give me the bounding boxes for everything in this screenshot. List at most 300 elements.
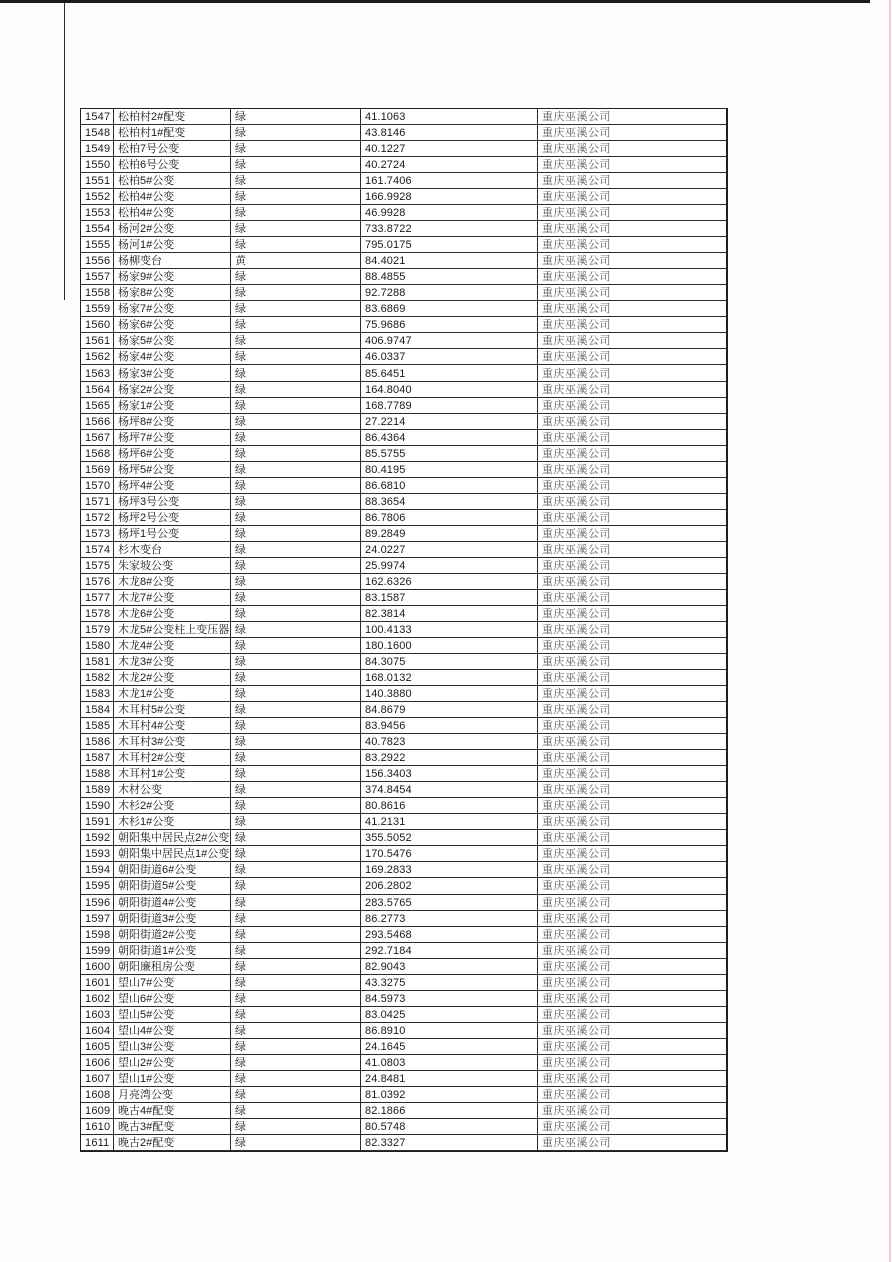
- row-id-cell: 1594: [81, 862, 114, 878]
- station-name-cell: 木龙8#公变: [114, 574, 231, 590]
- load-value-cell: 374.8454: [361, 782, 538, 798]
- station-name-cell: 松柏村2#配变: [114, 109, 231, 125]
- row-id-cell: 1608: [81, 1087, 114, 1103]
- company-cell: 重庆巫溪公司: [538, 510, 726, 526]
- row-id-cell: 1592: [81, 830, 114, 846]
- station-name-cell: 木耳村5#公变: [114, 702, 231, 718]
- company-cell: 重庆巫溪公司: [538, 814, 726, 830]
- company-cell: 重庆巫溪公司: [538, 686, 726, 702]
- station-name-cell: 杨坪6#公变: [114, 446, 231, 462]
- status-color-cell: 绿: [231, 830, 361, 846]
- row-id-cell: 1565: [81, 398, 114, 414]
- load-value-cell: 80.8616: [361, 798, 538, 814]
- load-value-cell: 795.0175: [361, 237, 538, 253]
- load-value-cell: 46.0337: [361, 349, 538, 365]
- row-id-cell: 1610: [81, 1119, 114, 1135]
- load-value-cell: 43.3275: [361, 975, 538, 991]
- load-value-cell: 406.9747: [361, 333, 538, 349]
- load-value-cell: 82.3327: [361, 1135, 538, 1151]
- row-id-cell: 1563: [81, 365, 114, 381]
- load-value-cell: 169.2833: [361, 862, 538, 878]
- status-color-cell: 绿: [231, 959, 361, 975]
- company-cell: 重庆巫溪公司: [538, 382, 726, 398]
- load-value-cell: 86.8910: [361, 1023, 538, 1039]
- company-cell: 重庆巫溪公司: [538, 125, 726, 141]
- row-id-cell: 1549: [81, 141, 114, 157]
- load-value-cell: 180.1600: [361, 638, 538, 654]
- status-color-cell: 绿: [231, 878, 361, 894]
- station-name-cell: 杨家2#公变: [114, 382, 231, 398]
- load-value-cell: 162.6326: [361, 574, 538, 590]
- load-value-cell: 82.1866: [361, 1103, 538, 1119]
- station-name-cell: 木材公变: [114, 782, 231, 798]
- row-id-cell: 1595: [81, 878, 114, 894]
- company-cell: 重庆巫溪公司: [538, 333, 726, 349]
- status-color-cell: 绿: [231, 430, 361, 446]
- row-id-cell: 1555: [81, 237, 114, 253]
- load-value-cell: 293.5468: [361, 927, 538, 943]
- load-value-cell: 84.8679: [361, 702, 538, 718]
- load-value-cell: 86.2773: [361, 911, 538, 927]
- company-cell: 重庆巫溪公司: [538, 846, 726, 862]
- status-color-cell: 绿: [231, 654, 361, 670]
- station-name-cell: 木龙5#公变柱上变压器: [114, 622, 231, 638]
- company-cell: 重庆巫溪公司: [538, 285, 726, 301]
- company-cell: 重庆巫溪公司: [538, 1023, 726, 1039]
- company-cell: 重庆巫溪公司: [538, 1135, 726, 1151]
- company-cell: 重庆巫溪公司: [538, 798, 726, 814]
- station-name-cell: 松柏村1#配变: [114, 125, 231, 141]
- station-name-cell: 杨坪5#公变: [114, 462, 231, 478]
- station-name-cell: 朝阳廉租房公变: [114, 959, 231, 975]
- company-cell: 重庆巫溪公司: [538, 830, 726, 846]
- load-value-cell: 27.2214: [361, 414, 538, 430]
- station-name-cell: 朱家坡公变: [114, 558, 231, 574]
- company-cell: 重庆巫溪公司: [538, 205, 726, 221]
- status-color-cell: 绿: [231, 365, 361, 381]
- status-color-cell: 绿: [231, 1071, 361, 1087]
- row-id-cell: 1564: [81, 382, 114, 398]
- load-value-cell: 88.4855: [361, 269, 538, 285]
- load-value-cell: 83.1587: [361, 590, 538, 606]
- status-color-cell: 绿: [231, 975, 361, 991]
- load-value-cell: 75.9686: [361, 317, 538, 333]
- station-name-cell: 朝阳街道5#公变: [114, 878, 231, 894]
- company-cell: 重庆巫溪公司: [538, 446, 726, 462]
- station-name-cell: 杨家9#公变: [114, 269, 231, 285]
- row-id-cell: 1599: [81, 943, 114, 959]
- station-name-cell: 朝阳街道4#公变: [114, 895, 231, 911]
- status-color-cell: 绿: [231, 237, 361, 253]
- row-id-cell: 1606: [81, 1055, 114, 1071]
- company-cell: 重庆巫溪公司: [538, 494, 726, 510]
- load-value-cell: 80.4195: [361, 462, 538, 478]
- company-cell: 重庆巫溪公司: [538, 1071, 726, 1087]
- station-name-cell: 朝阳街道6#公变: [114, 862, 231, 878]
- row-id-cell: 1584: [81, 702, 114, 718]
- status-color-cell: 绿: [231, 446, 361, 462]
- load-value-cell: 86.7806: [361, 510, 538, 526]
- row-id-cell: 1609: [81, 1103, 114, 1119]
- status-color-cell: 绿: [231, 1103, 361, 1119]
- row-id-cell: 1576: [81, 574, 114, 590]
- load-value-cell: 733.8722: [361, 221, 538, 237]
- row-id-cell: 1579: [81, 622, 114, 638]
- status-color-cell: 绿: [231, 638, 361, 654]
- load-value-cell: 25.9974: [361, 558, 538, 574]
- status-color-cell: 绿: [231, 542, 361, 558]
- row-id-cell: 1589: [81, 782, 114, 798]
- company-cell: 重庆巫溪公司: [538, 317, 726, 333]
- station-name-cell: 木耳村4#公变: [114, 718, 231, 734]
- status-color-cell: 绿: [231, 798, 361, 814]
- row-id-cell: 1569: [81, 462, 114, 478]
- status-color-cell: 绿: [231, 349, 361, 365]
- row-id-cell: 1566: [81, 414, 114, 430]
- load-value-cell: 83.6869: [361, 301, 538, 317]
- company-cell: 重庆巫溪公司: [538, 1087, 726, 1103]
- company-cell: 重庆巫溪公司: [538, 991, 726, 1007]
- company-cell: 重庆巫溪公司: [538, 702, 726, 718]
- row-id-cell: 1550: [81, 157, 114, 173]
- company-cell: 重庆巫溪公司: [538, 638, 726, 654]
- status-color-cell: 绿: [231, 189, 361, 205]
- load-value-cell: 168.7789: [361, 398, 538, 414]
- status-color-cell: 绿: [231, 141, 361, 157]
- load-value-cell: 88.3654: [361, 494, 538, 510]
- load-value-cell: 92.7288: [361, 285, 538, 301]
- row-id-cell: 1603: [81, 1007, 114, 1023]
- status-color-cell: 绿: [231, 590, 361, 606]
- row-id-cell: 1601: [81, 975, 114, 991]
- company-cell: 重庆巫溪公司: [538, 301, 726, 317]
- status-color-cell: 绿: [231, 414, 361, 430]
- status-color-cell: 绿: [231, 1055, 361, 1071]
- row-id-cell: 1604: [81, 1023, 114, 1039]
- load-value-cell: 82.9043: [361, 959, 538, 975]
- row-id-cell: 1575: [81, 558, 114, 574]
- station-name-cell: 木龙2#公变: [114, 670, 231, 686]
- station-name-cell: 朝阳街道3#公变: [114, 911, 231, 927]
- row-id-cell: 1590: [81, 798, 114, 814]
- row-id-cell: 1586: [81, 734, 114, 750]
- row-id-cell: 1548: [81, 125, 114, 141]
- station-name-cell: 杨坪4#公变: [114, 478, 231, 494]
- row-id-cell: 1573: [81, 526, 114, 542]
- station-name-cell: 木耳村2#公变: [114, 750, 231, 766]
- company-cell: 重庆巫溪公司: [538, 414, 726, 430]
- load-value-cell: 83.0425: [361, 1007, 538, 1023]
- row-id-cell: 1556: [81, 253, 114, 269]
- company-cell: 重庆巫溪公司: [538, 173, 726, 189]
- company-cell: 重庆巫溪公司: [538, 654, 726, 670]
- status-color-cell: 绿: [231, 718, 361, 734]
- company-cell: 重庆巫溪公司: [538, 750, 726, 766]
- row-id-cell: 1547: [81, 109, 114, 125]
- status-color-cell: 绿: [231, 317, 361, 333]
- status-color-cell: 绿: [231, 1023, 361, 1039]
- status-color-cell: 绿: [231, 333, 361, 349]
- row-id-cell: 1597: [81, 911, 114, 927]
- row-id-cell: 1596: [81, 895, 114, 911]
- load-value-cell: 81.0392: [361, 1087, 538, 1103]
- load-value-cell: 40.7823: [361, 734, 538, 750]
- station-name-cell: 木杉1#公变: [114, 814, 231, 830]
- row-id-cell: 1581: [81, 654, 114, 670]
- load-value-cell: 84.3075: [361, 654, 538, 670]
- company-cell: 重庆巫溪公司: [538, 895, 726, 911]
- station-name-cell: 木龙6#公变: [114, 606, 231, 622]
- station-name-cell: 杨坪8#公变: [114, 414, 231, 430]
- status-color-cell: 绿: [231, 494, 361, 510]
- station-name-cell: 望山5#公变: [114, 1007, 231, 1023]
- load-value-cell: 46.9928: [361, 205, 538, 221]
- station-name-cell: 望山4#公变: [114, 1023, 231, 1039]
- station-name-cell: 杨河2#公变: [114, 221, 231, 237]
- station-name-cell: 杨坪1号公变: [114, 526, 231, 542]
- row-id-cell: 1577: [81, 590, 114, 606]
- company-cell: 重庆巫溪公司: [538, 943, 726, 959]
- station-name-cell: 松柏4#公变: [114, 189, 231, 205]
- station-name-cell: 晚古2#配变: [114, 1135, 231, 1151]
- row-id-cell: 1562: [81, 349, 114, 365]
- load-value-cell: 292.7184: [361, 943, 538, 959]
- company-cell: 重庆巫溪公司: [538, 1007, 726, 1023]
- station-name-cell: 木耳村1#公变: [114, 766, 231, 782]
- status-color-cell: 绿: [231, 285, 361, 301]
- status-color-cell: 绿: [231, 686, 361, 702]
- station-name-cell: 月亮湾公变: [114, 1087, 231, 1103]
- status-color-cell: 绿: [231, 911, 361, 927]
- station-name-cell: 望山3#公变: [114, 1039, 231, 1055]
- company-cell: 重庆巫溪公司: [538, 526, 726, 542]
- company-cell: 重庆巫溪公司: [538, 911, 726, 927]
- station-name-cell: 杨家6#公变: [114, 317, 231, 333]
- load-value-cell: 83.9456: [361, 718, 538, 734]
- company-cell: 重庆巫溪公司: [538, 157, 726, 173]
- load-value-cell: 206.2802: [361, 878, 538, 894]
- company-cell: 重庆巫溪公司: [538, 878, 726, 894]
- row-id-cell: 1553: [81, 205, 114, 221]
- company-cell: 重庆巫溪公司: [538, 365, 726, 381]
- station-name-cell: 杉木变台: [114, 542, 231, 558]
- row-id-cell: 1583: [81, 686, 114, 702]
- load-value-cell: 24.1645: [361, 1039, 538, 1055]
- row-id-cell: 1598: [81, 927, 114, 943]
- station-name-cell: 朝阳街道1#公变: [114, 943, 231, 959]
- status-color-cell: 绿: [231, 205, 361, 221]
- company-cell: 重庆巫溪公司: [538, 782, 726, 798]
- row-id-cell: 1568: [81, 446, 114, 462]
- company-cell: 重庆巫溪公司: [538, 606, 726, 622]
- company-cell: 重庆巫溪公司: [538, 109, 726, 125]
- row-id-cell: 1551: [81, 173, 114, 189]
- row-id-cell: 1587: [81, 750, 114, 766]
- status-color-cell: 绿: [231, 702, 361, 718]
- station-name-cell: 木龙7#公变: [114, 590, 231, 606]
- status-color-cell: 绿: [231, 766, 361, 782]
- load-value-cell: 85.6451: [361, 365, 538, 381]
- row-id-cell: 1571: [81, 494, 114, 510]
- company-cell: 重庆巫溪公司: [538, 975, 726, 991]
- company-cell: 重庆巫溪公司: [538, 253, 726, 269]
- load-value-cell: 166.9928: [361, 189, 538, 205]
- status-color-cell: 绿: [231, 301, 361, 317]
- row-id-cell: 1561: [81, 333, 114, 349]
- station-name-cell: 朝阳街道2#公变: [114, 927, 231, 943]
- page-top-border: [0, 0, 870, 3]
- station-name-cell: 杨家4#公变: [114, 349, 231, 365]
- load-value-cell: 164.8040: [361, 382, 538, 398]
- row-id-cell: 1557: [81, 269, 114, 285]
- status-color-cell: 绿: [231, 157, 361, 173]
- station-name-cell: 杨家7#公变: [114, 301, 231, 317]
- transformer-table: [80, 108, 728, 1152]
- company-cell: 重庆巫溪公司: [538, 141, 726, 157]
- company-cell: 重庆巫溪公司: [538, 478, 726, 494]
- row-id-cell: 1572: [81, 510, 114, 526]
- station-name-cell: 杨家3#公变: [114, 365, 231, 381]
- load-value-cell: 84.4021: [361, 253, 538, 269]
- load-value-cell: 283.5765: [361, 895, 538, 911]
- status-color-cell: 绿: [231, 173, 361, 189]
- station-name-cell: 木龙1#公变: [114, 686, 231, 702]
- row-id-cell: 1585: [81, 718, 114, 734]
- station-name-cell: 松柏7号公变: [114, 141, 231, 157]
- status-color-cell: 绿: [231, 862, 361, 878]
- status-color-cell: 绿: [231, 109, 361, 125]
- load-value-cell: 41.0803: [361, 1055, 538, 1071]
- company-cell: 重庆巫溪公司: [538, 237, 726, 253]
- load-value-cell: 140.3880: [361, 686, 538, 702]
- load-value-cell: 24.8481: [361, 1071, 538, 1087]
- row-id-cell: 1588: [81, 766, 114, 782]
- status-color-cell: 绿: [231, 782, 361, 798]
- company-cell: 重庆巫溪公司: [538, 189, 726, 205]
- company-cell: 重庆巫溪公司: [538, 574, 726, 590]
- status-color-cell: 绿: [231, 991, 361, 1007]
- company-cell: 重庆巫溪公司: [538, 734, 726, 750]
- load-value-cell: 86.4364: [361, 430, 538, 446]
- row-id-cell: 1574: [81, 542, 114, 558]
- station-name-cell: 晚古3#配变: [114, 1119, 231, 1135]
- load-value-cell: 40.1227: [361, 141, 538, 157]
- status-color-cell: 绿: [231, 622, 361, 638]
- status-color-cell: 绿: [231, 895, 361, 911]
- company-cell: 重庆巫溪公司: [538, 959, 726, 975]
- station-name-cell: 杨河1#公变: [114, 237, 231, 253]
- row-id-cell: 1600: [81, 959, 114, 975]
- load-value-cell: 83.2922: [361, 750, 538, 766]
- row-id-cell: 1559: [81, 301, 114, 317]
- row-id-cell: 1570: [81, 478, 114, 494]
- load-value-cell: 40.2724: [361, 157, 538, 173]
- station-name-cell: 松柏4#公变: [114, 205, 231, 221]
- row-id-cell: 1611: [81, 1135, 114, 1151]
- company-cell: 重庆巫溪公司: [538, 590, 726, 606]
- load-value-cell: 161.7406: [361, 173, 538, 189]
- status-color-cell: 绿: [231, 382, 361, 398]
- status-color-cell: 绿: [231, 221, 361, 237]
- status-color-cell: 绿: [231, 125, 361, 141]
- status-color-cell: 绿: [231, 943, 361, 959]
- row-id-cell: 1578: [81, 606, 114, 622]
- station-name-cell: 木龙3#公变: [114, 654, 231, 670]
- row-id-cell: 1591: [81, 814, 114, 830]
- station-name-cell: 杨柳变台: [114, 253, 231, 269]
- station-name-cell: 朝阳集中居民点1#公变: [114, 846, 231, 862]
- status-color-cell: 绿: [231, 927, 361, 943]
- company-cell: 重庆巫溪公司: [538, 927, 726, 943]
- load-value-cell: 84.5973: [361, 991, 538, 1007]
- load-value-cell: 24.0227: [361, 542, 538, 558]
- station-name-cell: 杨家5#公变: [114, 333, 231, 349]
- status-color-cell: 绿: [231, 606, 361, 622]
- status-color-cell: 绿: [231, 1007, 361, 1023]
- page-right-edge-line: [889, 0, 891, 1262]
- load-value-cell: 100.4133: [361, 622, 538, 638]
- load-value-cell: 41.2131: [361, 814, 538, 830]
- row-id-cell: 1560: [81, 317, 114, 333]
- status-color-cell: 绿: [231, 814, 361, 830]
- row-id-cell: 1593: [81, 846, 114, 862]
- company-cell: 重庆巫溪公司: [538, 542, 726, 558]
- load-value-cell: 89.2849: [361, 526, 538, 542]
- status-color-cell: 绿: [231, 750, 361, 766]
- row-id-cell: 1602: [81, 991, 114, 1007]
- load-value-cell: 86.6810: [361, 478, 538, 494]
- company-cell: 重庆巫溪公司: [538, 462, 726, 478]
- company-cell: 重庆巫溪公司: [538, 1119, 726, 1135]
- station-name-cell: 松柏6号公变: [114, 157, 231, 173]
- company-cell: 重庆巫溪公司: [538, 221, 726, 237]
- status-color-cell: 绿: [231, 734, 361, 750]
- load-value-cell: 82.3814: [361, 606, 538, 622]
- status-color-cell: 绿: [231, 1087, 361, 1103]
- status-color-cell: 绿: [231, 846, 361, 862]
- status-color-cell: 绿: [231, 574, 361, 590]
- status-color-cell: 绿: [231, 670, 361, 686]
- load-value-cell: 80.5748: [361, 1119, 538, 1135]
- company-cell: 重庆巫溪公司: [538, 718, 726, 734]
- status-color-cell: 绿: [231, 1135, 361, 1151]
- station-name-cell: 朝阳集中居民点2#公变: [114, 830, 231, 846]
- station-name-cell: 杨家1#公变: [114, 398, 231, 414]
- station-name-cell: 望山1#公变: [114, 1071, 231, 1087]
- status-color-cell: 绿: [231, 558, 361, 574]
- company-cell: 重庆巫溪公司: [538, 766, 726, 782]
- row-id-cell: 1558: [81, 285, 114, 301]
- page-break-line-vertical: [64, 3, 65, 300]
- company-cell: 重庆巫溪公司: [538, 1103, 726, 1119]
- company-cell: 重庆巫溪公司: [538, 670, 726, 686]
- company-cell: 重庆巫溪公司: [538, 862, 726, 878]
- company-cell: 重庆巫溪公司: [538, 1039, 726, 1055]
- status-color-cell: 绿: [231, 526, 361, 542]
- station-name-cell: 木耳村3#公变: [114, 734, 231, 750]
- row-id-cell: 1567: [81, 430, 114, 446]
- station-name-cell: 望山6#公变: [114, 991, 231, 1007]
- company-cell: 重庆巫溪公司: [538, 398, 726, 414]
- company-cell: 重庆巫溪公司: [538, 558, 726, 574]
- company-cell: 重庆巫溪公司: [538, 622, 726, 638]
- company-cell: 重庆巫溪公司: [538, 430, 726, 446]
- row-id-cell: 1605: [81, 1039, 114, 1055]
- status-color-cell: 黄: [231, 253, 361, 269]
- station-name-cell: 松柏5#公变: [114, 173, 231, 189]
- company-cell: 重庆巫溪公司: [538, 1055, 726, 1071]
- station-name-cell: 晚古4#配变: [114, 1103, 231, 1119]
